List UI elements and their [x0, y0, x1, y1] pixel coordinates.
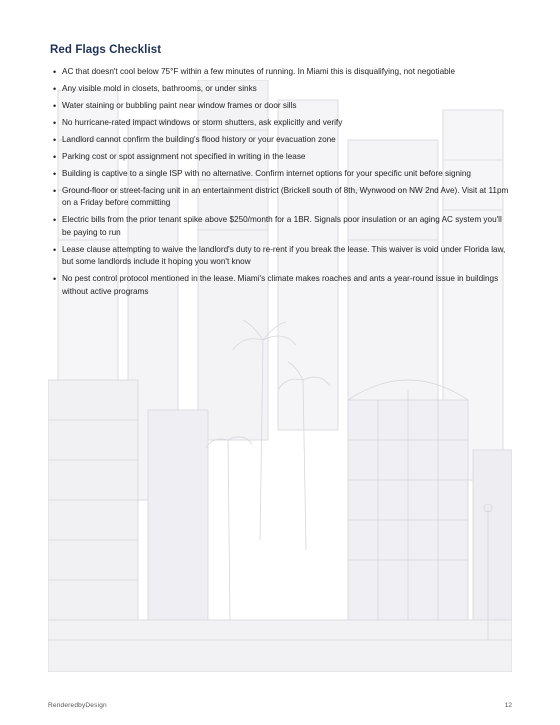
list-item-text: No hurricane-rated impact windows or storm shutters, ask explicitly and verify: [62, 118, 343, 127]
list-item: [50, 100, 512, 112]
list-item-text: No pest control protocol mentioned in the lease. Miami's climate makes roaches and ants a year-round issue in buildings without active programs: [62, 274, 499, 296]
list-item: [50, 273, 512, 298]
bullet-icon: •: [53, 215, 57, 226]
list-item: [50, 244, 512, 269]
bullet-icon: •: [53, 169, 57, 179]
list-item-text: Electric bills from the prior tenant spike above $250/month for a 1BR. Signals poor insulation or an aging AC system you'll be paying to run: [62, 215, 502, 237]
bullet-icon: •: [53, 118, 57, 128]
page-number: 12: [504, 702, 512, 709]
bullet-icon: •: [53, 244, 57, 255]
bullet-icon: •: [53, 186, 57, 196]
list-item-text: Parking cost or spot assignment not specified in writing in the lease: [62, 152, 306, 161]
bullet-icon: •: [53, 84, 57, 94]
bullet-icon: •: [53, 274, 57, 285]
bullet-icon: •: [53, 101, 57, 111]
list-item-text: Ground-floor or street-facing unit in an entertainment district (Brickell south of 8th, Wynwood on NW 2nd Ave). Visit at 11pm on a Friday before committing: [62, 186, 509, 208]
list-item: [50, 117, 512, 129]
red-flags-list: [50, 66, 512, 298]
list-item-text: Landlord cannot confirm the building's flood history or your evacuation zone: [62, 135, 336, 144]
list-item-text: Lease clause attempting to waive the landlord's duty to re-rent if you break the lease. This waiver is void under Florida law, but some landlords include it hoping you won't know: [62, 244, 506, 267]
list-item: [50, 185, 512, 210]
list-item-text: Building is captive to a single ISP with no alternative. Confirm internet options for your specific unit before signing: [62, 169, 471, 178]
list-item: [50, 151, 512, 163]
section-title: Red Flags Checklist: [50, 44, 162, 56]
list-item: [50, 134, 512, 146]
list-item: [50, 214, 512, 239]
list-item: [50, 168, 512, 180]
list-item-text: Water staining or bubbling paint near window frames or door sills: [62, 101, 297, 110]
list-item: [50, 66, 512, 78]
bullet-icon: •: [53, 152, 57, 162]
red-flags-section: [50, 44, 512, 303]
list-item-text: AC that doesn't cool below 75°F within a few minutes of running. In Miami this is disqualifying, not negotiable: [62, 67, 456, 76]
list-item-text: Any visible mold in closets, bathrooms, or under sinks: [62, 84, 257, 93]
list-item: [50, 83, 512, 95]
footer-brand: RenderedbyDesign: [48, 702, 107, 709]
bullet-icon: •: [53, 67, 57, 77]
bullet-icon: •: [53, 135, 57, 145]
